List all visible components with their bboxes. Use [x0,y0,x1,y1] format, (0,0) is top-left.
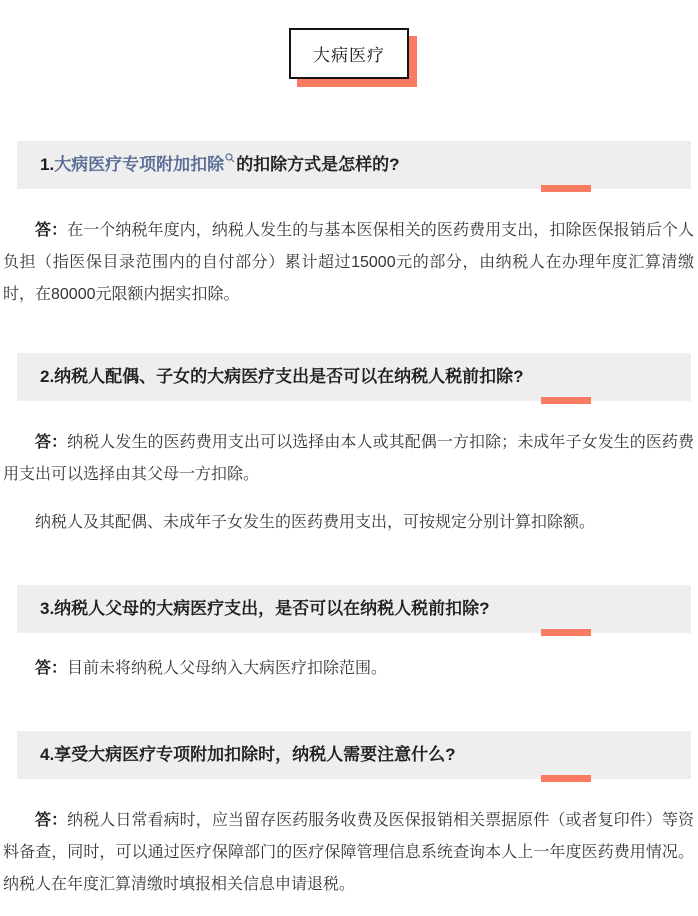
answer-label: 答： [35,434,68,451]
page-header [0,28,698,79]
answer-label: 答： [35,812,68,829]
page-title-box [289,28,409,79]
accent-underline [541,397,591,404]
page-title: 大病医疗 [313,46,385,65]
answer-text: 在一个纳税年度内，纳税人发生的与基本医保相关的医药费用支出，扣除医保报销后个人负担（指医保目录范围内的自付部分）累计超过15000元的部分，由纳税人在办理年度汇算清缴时，在80000元限额内据实扣除。 [3,222,694,303]
question-bar-2 [17,353,691,401]
question-text: 3.纳税人父母的大病医疗支出，是否可以在纳税人税前扣除? [40,599,490,618]
question-text: 4.享受大病医疗专项附加扣除时，纳税人需要注意什么? [40,745,456,764]
question-link[interactable]: 大病医疗专项附加扣除 [54,155,225,174]
answer-text: 纳税人发生的医药费用支出可以选择由本人或其配偶一方扣除；未成年子女发生的医药费用支出可以选择由其父母一方扣除。 [3,434,694,483]
question-bar-1 [17,141,691,189]
accent-underline [541,629,591,636]
accent-underline [541,775,591,782]
answer-paragraph [3,507,694,539]
answer-text: 纳税人及其配偶、未成年子女发生的医药费用支出，可按规定分别计算扣除额。 [35,514,596,531]
answer-paragraph [3,215,694,311]
question-bar-3 [17,585,691,633]
question-number: 1. [40,155,55,174]
question-text: 2.纳税人配偶、子女的大病医疗支出是否可以在纳税人税前扣除? [40,367,524,386]
answer-paragraph [3,653,694,685]
answer-label: 答： [35,222,68,239]
answer-label: 答： [35,660,68,677]
magnifier-icon[interactable] [225,134,235,144]
accent-underline [541,185,591,192]
question-bar-4 [17,731,691,779]
answer-paragraph [3,805,694,901]
question-text: 的扣除方式是怎样的? [236,155,400,174]
answer-paragraph [3,427,694,491]
answer-text: 目前未将纳税人父母纳入大病医疗扣除范围。 [67,660,388,677]
answer-text: 纳税人日常看病时，应当留存医药服务收费及医保报销相关票据原件（或者复印件）等资料备查，同时，可以通过医疗保障部门的医疗保障管理信息系统查询本人上一年度医药费用情况。纳税人在年度汇算清缴时填报相关信息申请退税。 [3,812,694,893]
